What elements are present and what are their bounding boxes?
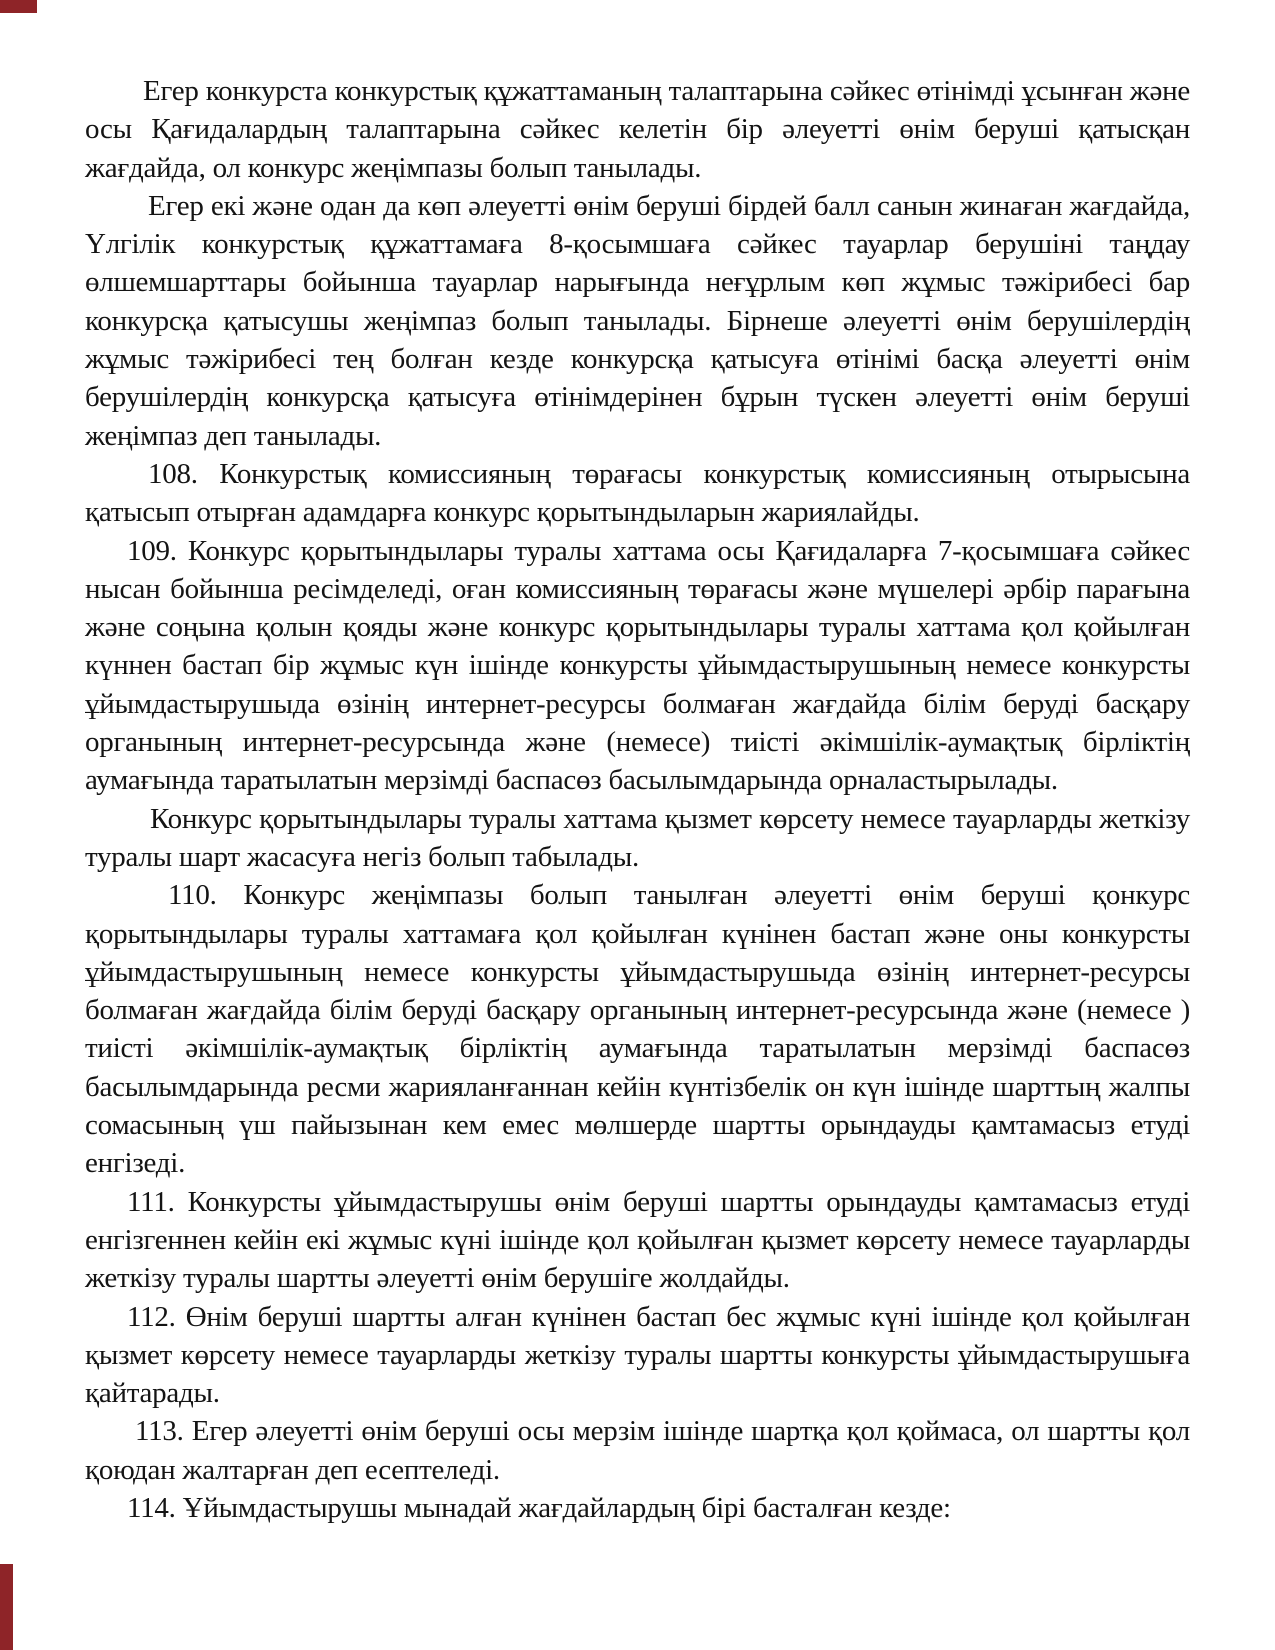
paragraph-clause-113: 113. Егер әлеуетті өнім беруші осы мерзім ішінде шартқа қол қоймаса, ол шартты қол қоюдан жалтарған деп есептеледі. [85,1415,1190,1486]
paragraph-equal-scores-rule: Егер екі және одан да көп әлеуетті өнім беруші бірдей балл санын жинаған жағдайда, Үлгілік конкурстық құжаттамаға 8-қосымшаға сәйкес тауарлар берушіні таңдау өлшемшарттары бойынша тауарлар нарығында неғұрлым көп жұмыс тәжірибесі бар конкурсқа қатысушы жеңімпаз болып танылады. Бірнеше әлеуетті өнім берушілердің жұмыс тәжірибесі тең болған кезде конкурсқа қатысуға өтінімі басқа әлеуетті өнім берушілердің конкурсқа қатысуға өтінімдерінен бұрын түскен әлеуетті өнім беруші жеңімпаз деп танылады. [85,189,1190,452]
scan-artifact-bottom-left-icon [0,1564,13,1650]
paragraph-winner-single-bidder: Егер конкурста конкурстық құжаттаманың талаптарына сәйкес өтінімді ұсынған және осы Қағидалардың талаптарына сәйкес келетін бір әлеуетті өнім беруші қатысқан жағдайда, ол конкурс жеңімпазы болып танылады. [85,75,1190,184]
paragraph-protocol-basis: Конкурс қорытындылары туралы хаттама қызмет көрсету немесе тауарларды жеткізу туралы шарт жасасуға негіз болып табылады. [85,802,1190,873]
paragraph-clause-114: 114. Ұйымдастырушы мынадай жағдайлардың бірі басталған кезде: [127,1491,951,1524]
paragraph-clause-108: 108. Конкурстық комиссияның төрағасы конкурстық комиссияның отырысына қатысып отырған адамдарға конкурс қорытындыларын жариялайды. [85,457,1190,529]
paragraph-clause-110: 110. Конкурс жеңімпазы болып танылған әлеуетті өнім беруші қонкурс қорытындылары туралы хаттамаға қол қойылған күнінен бастап және оны конкурсты ұйымдастырушының немесе конкурсты ұйымдастырушыда өзінің интернет-ресурсы болмаған жағдайда білім беруді басқару органының интернет-ресурсында және (немесе ) тиісті әкімшілік-аумақтық бірліктің аумағында таратылатын мерзімді баспасөз басылымдарында ресми жарияланғаннан кейін күнтізбелік он күн ішінде шарттың жалпы сомасының үш пайызынан кем емес мөлшерде шартты орындауды қамтамасыз етуді енгізеді. [85,879,1190,1180]
scan-artifact-top-left-icon [0,0,37,13]
paragraph-clause-112: 112. Өнім беруші шартты алған күнінен бастап бес жұмыс күні ішінде қол қойылған қызмет көрсету немесе тауарларды жеткізу туралы шартты конкурсты ұйымдастырушыға қайтарады. [85,1300,1190,1410]
paragraph-clause-109: 109. Конкурс қорытындылары туралы хаттама осы Қағидаларға 7-қосымшаға сәйкес нысан бойынша ресімделеді, оған комиссияның төрағасы және мүшелері әрбір парағына және соңына қолын қояды және конкурс қорытындылары туралы хаттама қол қойылған күннен бастап бір жұмыс күн ішінде конкурсты ұйымдастырушының немесе конкурсты ұйымдастырушыда өзінің интернет-ресурсы болмаған жағдайда білім беруді басқару органының интернет-ресурсында және (немесе) тиісті әкімшілік-аумақтық бірліктің аумағында таратылатын мерзімді баспасөз басылымдарында орналастырылады. [85,534,1190,797]
document-body [85,72,1190,1527]
paragraph-clause-111: 111. Конкурсты ұйымдастырушы өнім беруші шартты орындауды қамтамасыз етуді енгізгеннен кейін екі жұмыс күні ішінде қол қойылған қызмет көрсету немесе тауарларды жеткізу туралы шартты әлеуетті өнім берушіге жолдайды. [85,1185,1190,1295]
